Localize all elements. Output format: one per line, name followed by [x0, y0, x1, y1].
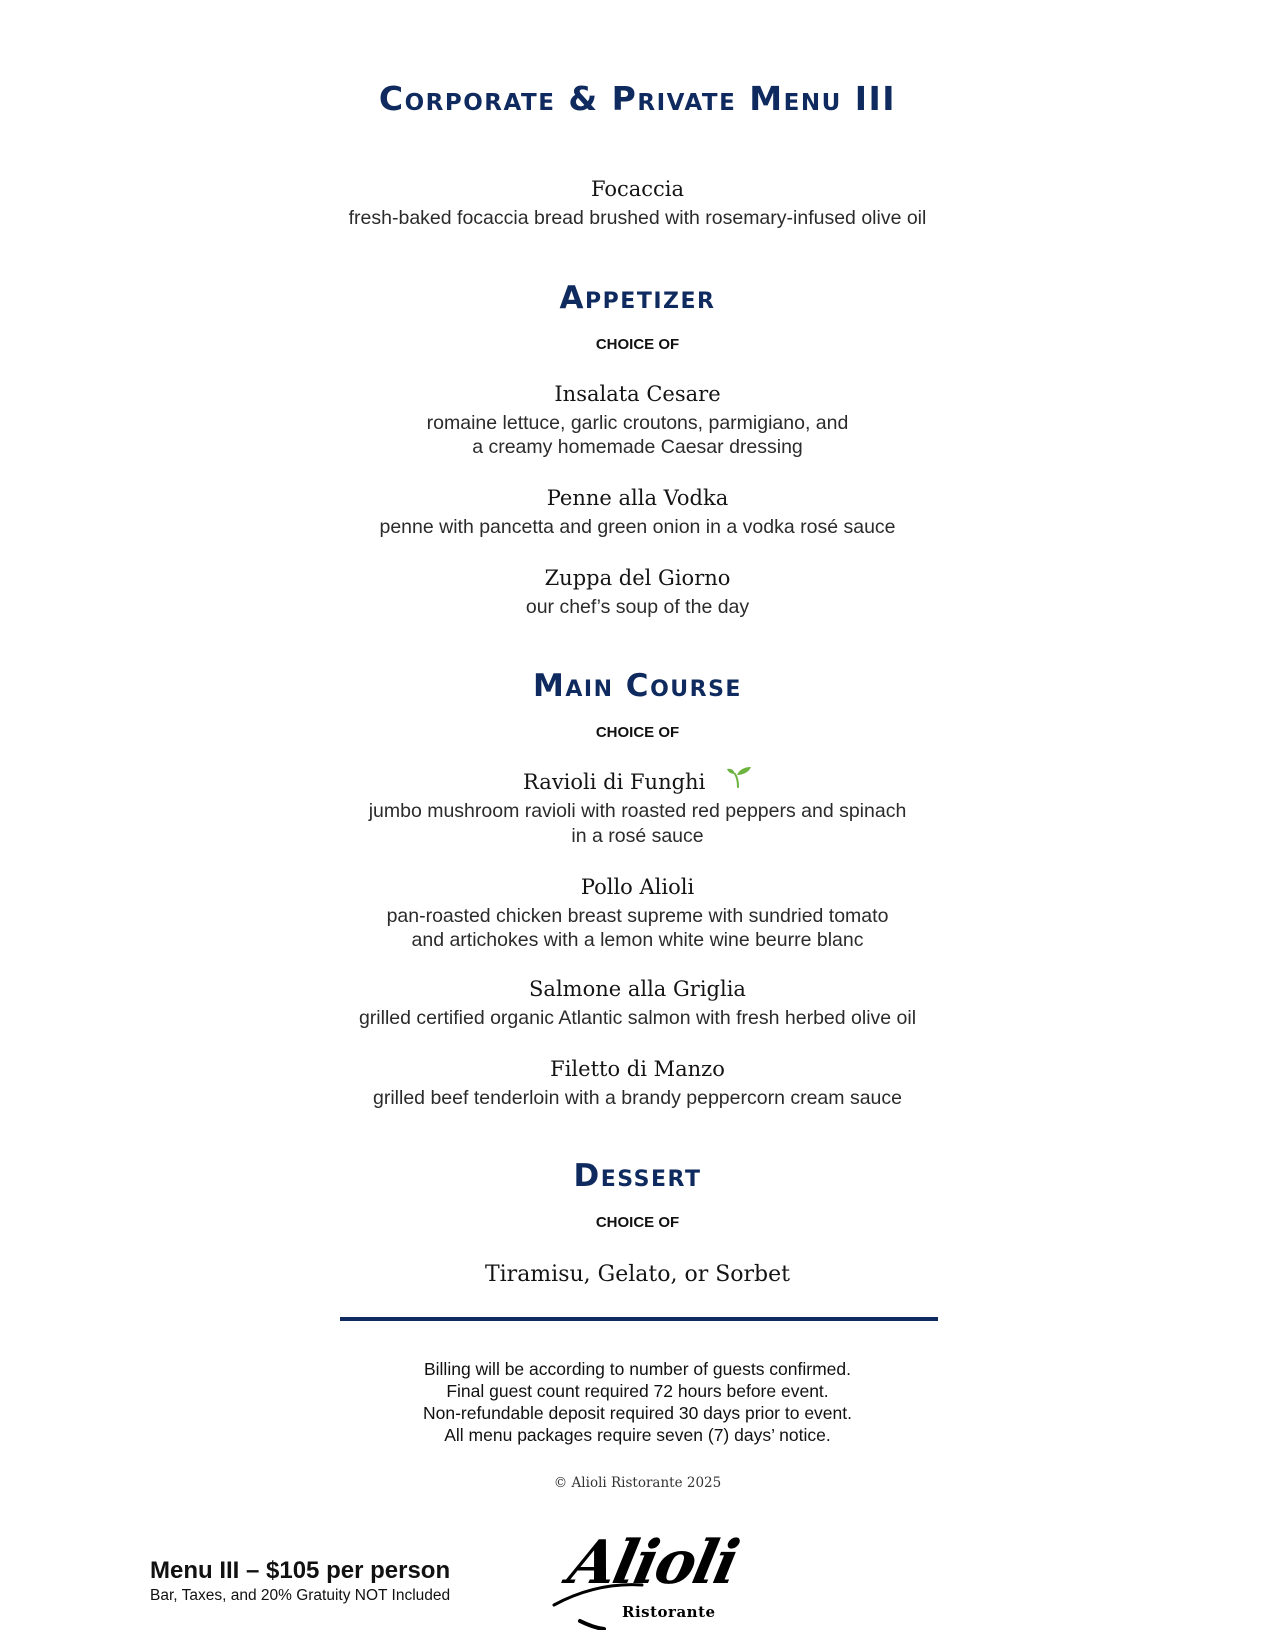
main-item-description: in a rosé sauce [571, 825, 704, 847]
logo-subtitle: Ristorante [622, 1603, 716, 1621]
appetizer-item-description: romaine lettuce, garlic croutons, parmigiano, and [426, 412, 849, 434]
copyright: © Alioli Ristorante 2025 [553, 1475, 722, 1491]
dessert-heading: Dessert [573, 1158, 702, 1194]
main-item-description: jumbo mushroom ravioli with roasted red peppers and spinach [368, 800, 907, 822]
alioli-logo [550, 1525, 760, 1630]
main-item-description: and artichokes with a lemon white wine beurre blanc [411, 929, 864, 951]
dessert-choice-label: CHOICE OF [595, 1214, 680, 1231]
bread-name: Focaccia [590, 177, 685, 201]
appetizer-item-name: Insalata Cesare [554, 382, 721, 406]
section-divider [340, 1317, 938, 1321]
appetizer-item-description: a creamy homemade Caesar dressing [472, 436, 803, 458]
main-course-heading: Main Course [533, 668, 742, 704]
logo-wordmark: Alioli [562, 1528, 744, 1598]
main-item-name: Salmone alla Griglia [529, 977, 746, 1001]
main-item-name: Ravioli di Funghi [523, 770, 706, 794]
appetizer-choice-label: CHOICE OF [595, 336, 680, 353]
main-item-description: grilled beef tenderloin with a brandy peppercorn cream sauce [373, 1087, 902, 1109]
main-item-name-row [0, 768, 1275, 796]
appetizer-item-name: Zuppa del Giorno [544, 566, 731, 590]
policy-notes [0, 1358, 1275, 1446]
dessert-item: Tiramisu, Gelato, or Sorbet [484, 1262, 791, 1287]
main-item-description: pan-roasted chicken breast supreme with sundried tomato [386, 905, 889, 927]
price-headline: Menu III – $105 per person [150, 1557, 451, 1584]
policy-line: Final guest count required 72 hours before event. [446, 1381, 829, 1401]
main-course-choice-label: CHOICE OF [595, 724, 680, 741]
price-note: Bar, Taxes, and 20% Gratuity NOT Included [150, 1587, 451, 1604]
vegetarian-leaf-icon [726, 766, 752, 795]
appetizer-item-name: Penne alla Vodka [546, 486, 729, 510]
main-item-description: grilled certified organic Atlantic salmon with fresh herbed olive oil [358, 1007, 917, 1029]
policy-line: All menu packages require seven (7) days’ notice. [444, 1425, 831, 1445]
appetizer-heading: Appetizer [559, 280, 716, 316]
bread-description: fresh-baked focaccia bread brushed with rosemary-infused olive oil [348, 207, 927, 229]
main-item-name: Pollo Alioli [580, 875, 695, 899]
pricing-block [150, 1556, 510, 1606]
appetizer-item-description: our chef’s soup of the day [525, 596, 750, 618]
policy-line: Non-refundable deposit required 30 days prior to event. [422, 1403, 852, 1423]
appetizer-item-description: penne with pancetta and green onion in a vodka rosé sauce [379, 516, 896, 538]
main-item-name: Filetto di Manzo [550, 1057, 725, 1081]
policy-line: Billing will be according to number of guests confirmed. [423, 1359, 851, 1379]
menu-title: Corporate & Private Menu III [378, 79, 897, 118]
